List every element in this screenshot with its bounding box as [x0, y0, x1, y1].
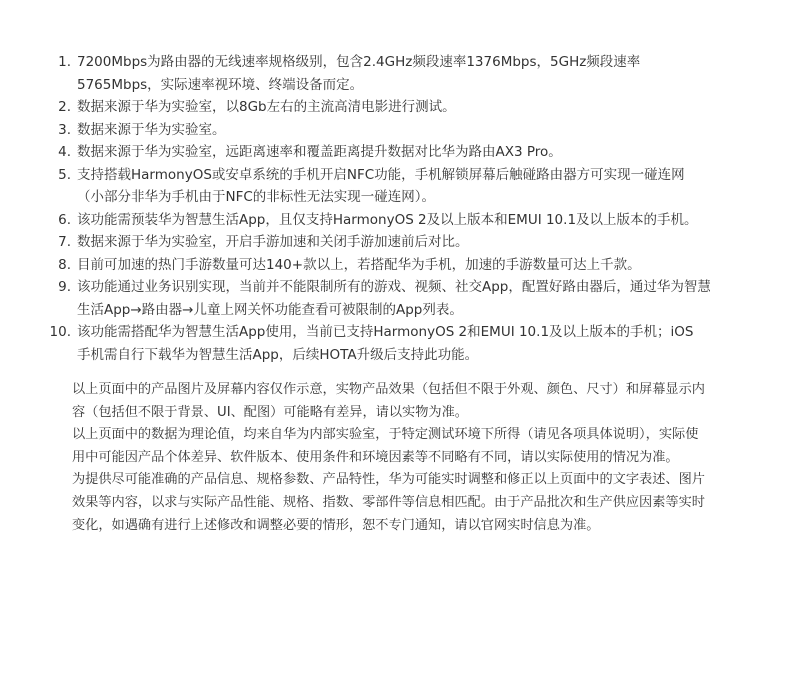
- footnote-line: 数据来源于华为实验室。: [77, 121, 226, 138]
- footnote-item: [0, 96, 790, 119]
- footnote-line: 数据来源于华为实验室，远距离速率和覆盖距离提升数据对比华为路由AX3 Pro。: [77, 144, 562, 160]
- disclaimer-paragraph: [72, 469, 750, 537]
- disclaimer-paragraph: [72, 424, 750, 469]
- footnote-line: 生活App→路由器→儿童上网关怀功能查看可被限制的App列表。: [77, 301, 463, 318]
- footnote-text: [77, 254, 750, 277]
- disclaimer-line: 容（包括但不限于背景、UI、配图）可能略有差异，请以实物为准。: [72, 404, 468, 420]
- footnote-item: [0, 119, 790, 142]
- footnote-line: 7200Mbps为路由器的无线速率规格级别，包含2.4GHz频段速率1376Mbps，5GHz频段速率: [77, 54, 641, 70]
- footnote-line: （小部分非华为手机由于NFC的非标性无法实现一碰连网）。: [77, 189, 436, 205]
- footnote-number: 1.: [58, 54, 71, 70]
- footnote-text: [77, 51, 750, 96]
- footnote-text: [77, 119, 750, 142]
- footnote-item: [0, 231, 790, 254]
- footnote-line: 支持搭载HarmonyOS或安卓系统的手机开启NFC功能，手机解锁屏幕后触碰路由器方可实现一碰连网: [77, 166, 685, 183]
- footnote-line: 5765Mbps，实际速率视环境、终端设备而定。: [77, 76, 364, 93]
- disclaimer-section: [0, 379, 790, 537]
- disclaimer-line: 为提供尽可能准确的产品信息、规格参数、产品特性，华为可能实时调整和修正以上页面中的文字表述、图片: [72, 472, 705, 488]
- footnote-item: [0, 51, 790, 96]
- footnote-text: [77, 321, 750, 366]
- footnote-number: 3.: [58, 121, 71, 138]
- footnote-number: 10.: [49, 324, 71, 340]
- footnote-item: [0, 254, 790, 277]
- disclaimer-line: 效果等内容，以求与实际产品性能、规格、指数、零部件等信息相匹配。由于产品批次和生产供应因素等实时: [72, 494, 705, 510]
- footnote-number: 8.: [58, 256, 71, 273]
- footnote-number: 7.: [58, 234, 71, 250]
- footnote-item: [0, 141, 790, 164]
- footnote-item: [0, 209, 790, 232]
- footnote-line: 手机需自行下载华为智慧生活App，后续HOTA升级后支持此功能。: [77, 346, 479, 363]
- footnote-number: 4.: [58, 144, 71, 160]
- footnote-text: [77, 96, 750, 119]
- disclaimer-line: 变化，如遇确有进行上述修改和调整必要的情形，恕不专门通知，请以官网实时信息为准。: [72, 517, 600, 533]
- disclaimer-line: 用中可能因产品个体差异、软件版本、使用条件和环境因素等不同略有不同，请以实际使用的情况为准。: [72, 449, 679, 465]
- footnote-text: [77, 209, 750, 232]
- disclaimer-paragraph: [72, 379, 750, 424]
- footnote-line: 数据来源于华为实验室，开启手游加速和关闭手游加速前后对比。: [77, 234, 469, 250]
- footnote-text: [77, 164, 750, 209]
- disclaimer-line: 以上页面中的数据为理论值，均来自华为内部实验室，于特定测试环境下所得（请见各项具体说明），实际使: [72, 427, 699, 443]
- footnote-line: 目前可加速的热门手游数量可达140+款以上，若搭配华为手机，加速的手游数量可达上千款。: [77, 256, 641, 273]
- disclaimer-line: 以上页面中的产品图片及屏幕内容仅作示意，实物产品效果（包括但不限于外观、颜色、尺寸）和屏幕显示内: [72, 382, 705, 397]
- footnote-text: [77, 141, 750, 164]
- footnote-number: 9.: [58, 279, 71, 295]
- footnote-item: [0, 276, 790, 321]
- footnote-line: 该功能需预装华为智慧生活App，且仅支持HarmonyOS 2及以上版本和EMUI 10.1及以上版本的手机。: [77, 211, 698, 228]
- footnote-item: [0, 164, 790, 209]
- footnote-number: 2.: [58, 99, 71, 115]
- footnote-text: [77, 276, 750, 321]
- footnote-list: [0, 51, 790, 366]
- footnote-line: 数据来源于华为实验室，以8Gb左右的主流高清电影进行测试。: [77, 99, 456, 115]
- footnote-text: [77, 231, 750, 254]
- footnote-number: 5.: [58, 166, 71, 183]
- footnote-number: 6.: [58, 211, 71, 228]
- footnote-line: 该功能通过业务识别实现，当前并不能限制所有的游戏、视频、社交App，配置好路由器后，通过华为智慧: [77, 279, 711, 295]
- footnote-line: 该功能需搭配华为智慧生活App使用，当前已支持HarmonyOS 2和EMUI 10.1及以上版本的手机；iOS: [77, 324, 694, 340]
- footnote-item: [0, 321, 790, 366]
